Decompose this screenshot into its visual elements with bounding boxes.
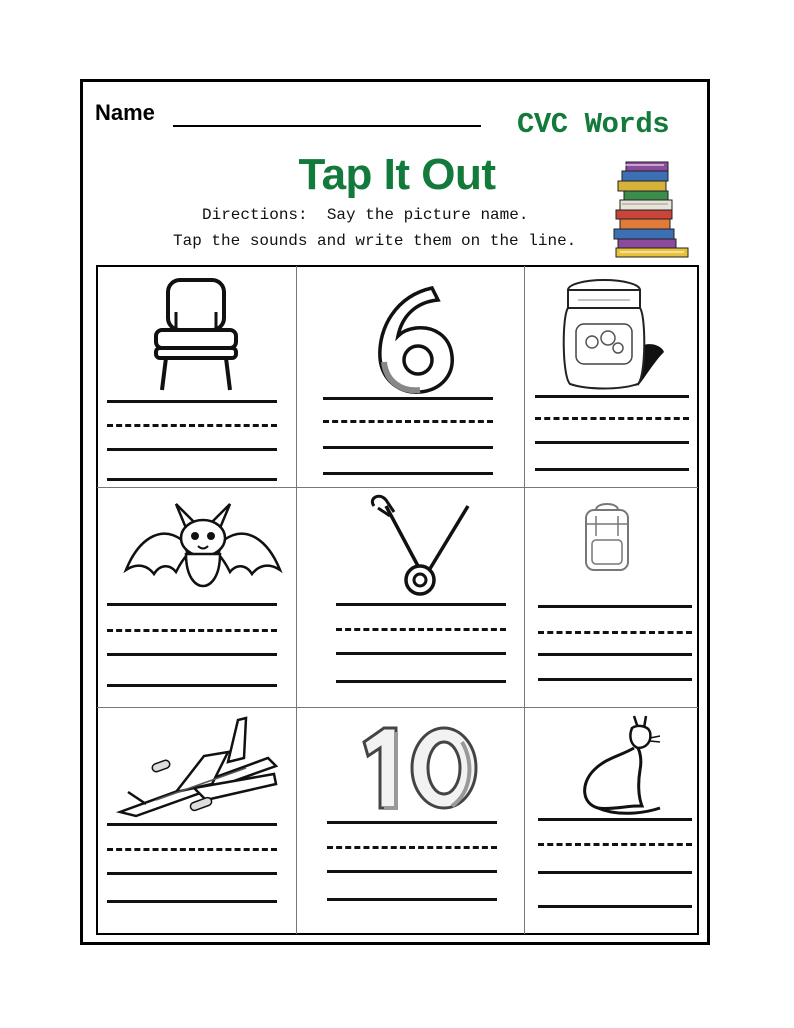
safety-pin-icon: [364, 494, 472, 598]
write-line-solid[interactable]: [538, 818, 692, 821]
number-six-icon: [366, 278, 462, 398]
directions-line-2: Tap the sounds and write them on the line.: [173, 232, 577, 250]
write-line-solid[interactable]: [538, 678, 692, 681]
cat-icon: [576, 710, 662, 818]
write-line-solid[interactable]: [535, 395, 689, 398]
write-line-dashed[interactable]: [323, 420, 493, 423]
write-line-dashed[interactable]: [107, 848, 277, 851]
write-line-dashed[interactable]: [538, 843, 692, 846]
write-line-solid[interactable]: [107, 653, 277, 656]
write-line-solid[interactable]: [323, 472, 493, 475]
write-line-solid[interactable]: [107, 603, 277, 606]
name-write-line[interactable]: [173, 125, 481, 127]
write-line-solid[interactable]: [107, 684, 277, 687]
grid-divider: [524, 266, 525, 934]
write-line-dashed[interactable]: [535, 417, 689, 420]
write-line-solid[interactable]: [538, 871, 692, 874]
backpack-icon: [580, 500, 634, 574]
bat-icon: [120, 494, 286, 592]
write-line-solid[interactable]: [107, 823, 277, 826]
write-line-solid[interactable]: [327, 898, 497, 901]
chair-icon: [150, 276, 242, 394]
write-line-solid[interactable]: [323, 397, 493, 400]
write-line-solid[interactable]: [336, 652, 506, 655]
write-line-solid[interactable]: [323, 446, 493, 449]
write-line-dashed[interactable]: [336, 628, 506, 631]
write-line-solid[interactable]: [538, 905, 692, 908]
write-line-dashed[interactable]: [327, 846, 497, 849]
name-label: Name: [95, 100, 155, 125]
cvc-words-label: CVC Words: [517, 108, 670, 141]
number-ten-icon: [356, 722, 486, 814]
grid-divider: [97, 487, 698, 488]
write-line-solid[interactable]: [327, 870, 497, 873]
jet-icon: [116, 716, 278, 818]
write-line-solid[interactable]: [327, 821, 497, 824]
write-line-solid[interactable]: [107, 900, 277, 903]
write-line-solid[interactable]: [336, 603, 506, 606]
write-line-solid[interactable]: [336, 680, 506, 683]
grid-divider: [296, 266, 297, 934]
write-line-solid[interactable]: [107, 400, 277, 403]
write-line-dashed[interactable]: [538, 631, 692, 634]
write-line-solid[interactable]: [107, 872, 277, 875]
write-line-dashed[interactable]: [107, 424, 277, 427]
directions-line-1: Directions: Say the picture name.: [202, 206, 529, 224]
write-line-solid[interactable]: [535, 468, 689, 471]
grid-divider: [97, 707, 698, 708]
write-line-solid[interactable]: [538, 653, 692, 656]
write-line-solid[interactable]: [538, 605, 692, 608]
books-stack-icon: [612, 160, 692, 258]
page-title: Tap It Out: [298, 150, 496, 199]
jar-icon: [558, 276, 670, 394]
write-line-dashed[interactable]: [107, 629, 277, 632]
write-line-solid[interactable]: [535, 441, 689, 444]
write-line-solid[interactable]: [107, 478, 277, 481]
write-line-solid[interactable]: [107, 448, 277, 451]
